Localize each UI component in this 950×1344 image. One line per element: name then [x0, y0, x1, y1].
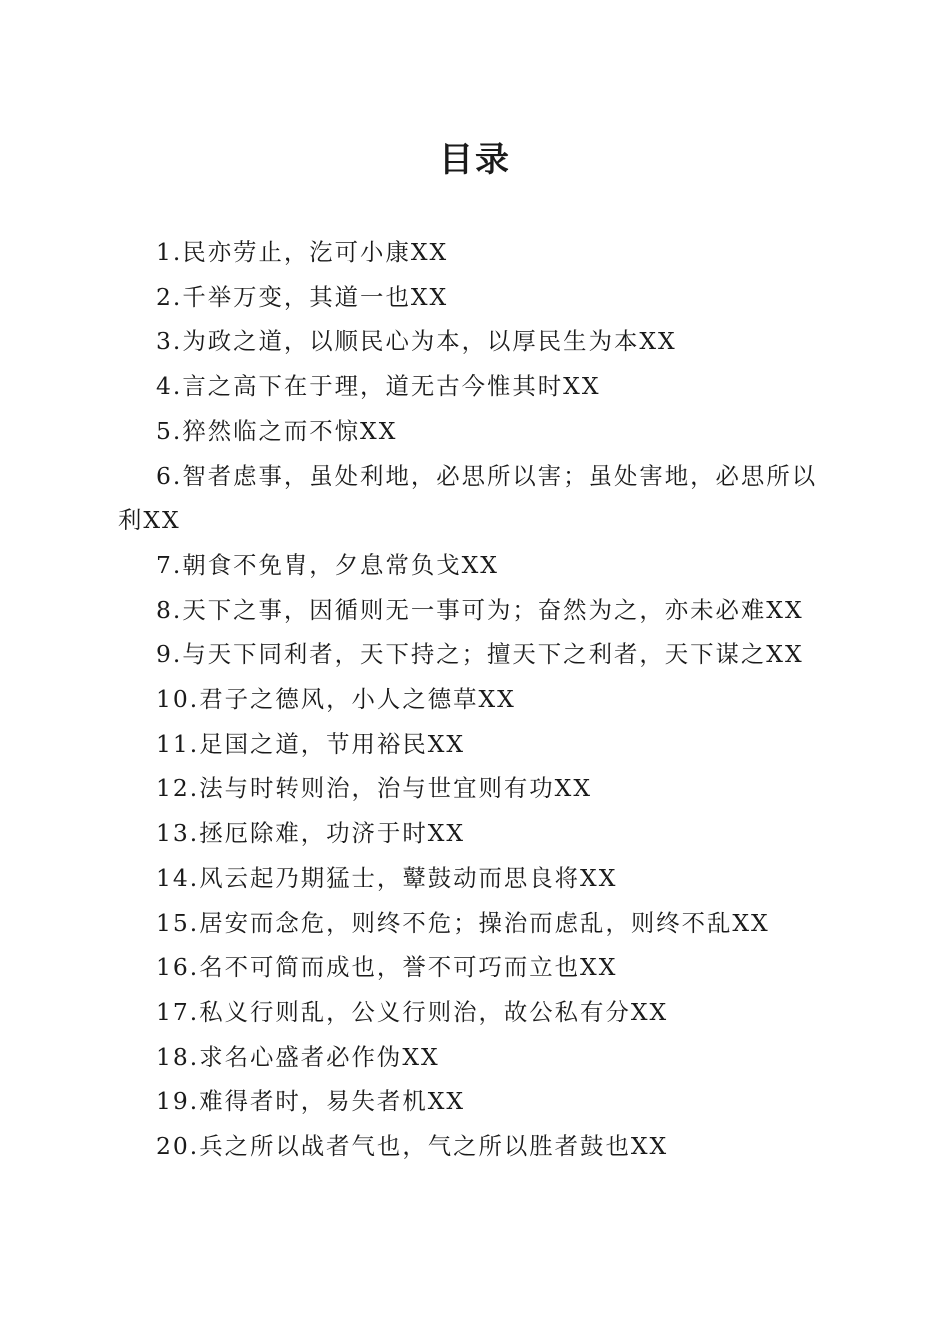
toc-item: 6.智者虑事，虽处利地，必思所以害；虽处害地，必思所以利XX: [118, 461, 818, 535]
toc-item: 8.天下之事，因循则无一事可为；奋然为之，亦未必难XX: [156, 595, 804, 624]
toc-item: 2.千举万变，其道一也XX: [156, 282, 449, 311]
toc-item: 1.民亦劳止，汔可小康XX: [156, 238, 449, 266]
table-of-contents: [118, 230, 826, 1169]
toc-item: 17.私义行则乱，公义行则治，故公私有分XX: [156, 997, 669, 1026]
toc-item: 13.拯厄除难，功济于时XX: [156, 819, 466, 848]
toc-item: 16.名不可简而成也，誉不可巧而立也XX: [156, 953, 618, 982]
toc-item: 9.与天下同利者，天下持之；擅天下之利者，天下谋之XX: [156, 640, 804, 669]
toc-item: 20.兵之所以战者气也，气之所以胜者鼓也XX: [156, 1132, 669, 1161]
toc-item: 7.朝食不免胄，夕息常负戈XX: [156, 550, 499, 579]
toc-item: 12.法与时转则治，治与世宜则有功XX: [156, 774, 592, 803]
toc-item: 10.君子之德风，小人之德草XX: [156, 685, 516, 714]
toc-item: 14.风云起乃期猛士，鼙鼓动而思良将XX: [156, 863, 618, 892]
toc-item: 3.为政之道，以顺民心为本，以厚民生为本XX: [156, 327, 677, 356]
page-title: 目录: [439, 140, 511, 180]
toc-item: 11.足国之道，节用裕民XX: [156, 729, 466, 758]
toc-item: 18.求名心盛者必作伪XX: [156, 1042, 440, 1071]
toc-item: 4.言之高下在于理，道无古今惟其时XX: [156, 372, 601, 401]
toc-item: 19.难得者时，易失者机XX: [156, 1087, 466, 1116]
toc-item: 15.居安而念危，则终不危；操治而虑乱，则终不乱XX: [156, 908, 770, 937]
toc-item: 5.猝然临之而不惊XX: [156, 416, 398, 445]
